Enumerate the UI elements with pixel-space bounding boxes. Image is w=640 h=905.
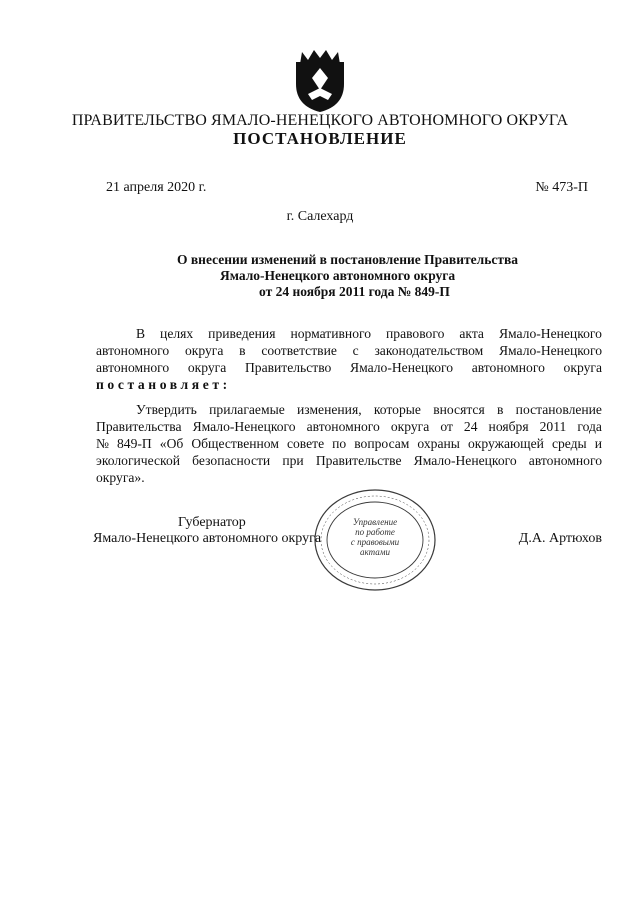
word: 2011 [539, 419, 567, 434]
word: Ямало-Ненецкого [498, 326, 602, 341]
word: нормативного [290, 326, 372, 341]
word: № [96, 436, 109, 451]
government-name: ПРАВИТЕЛЬСТВО ЯМАЛО-НЕНЕЦКОГО АВТОНОМНОГО ОКРУГА [71, 112, 569, 129]
word: окружающей [467, 436, 544, 451]
word: Общественном [191, 436, 279, 451]
word: правового [386, 326, 445, 341]
justified-line [96, 418, 602, 435]
word: целях [160, 326, 194, 341]
title-line-1: О внесении изменений в постановление Правительства [177, 252, 518, 267]
word: с [352, 343, 359, 358]
title-line-2: Ямало-Ненецкого автономного округа [220, 268, 456, 283]
word: округа [187, 360, 227, 375]
word: при [282, 453, 304, 468]
word: Правительство [244, 360, 332, 375]
word: 849-П [117, 436, 152, 451]
word: в [239, 343, 246, 358]
word: округа [390, 419, 430, 434]
word: округа [563, 360, 602, 375]
coat-of-arms-icon [288, 44, 352, 114]
word: прилагаемые [209, 402, 285, 417]
document-date: 21 апреля 2020 г. [106, 180, 207, 195]
justified-line [96, 469, 602, 486]
word: ноября [488, 419, 529, 434]
word: Утвердить [136, 402, 197, 417]
word: по [332, 436, 347, 451]
document-city: г. Салехард [286, 209, 354, 224]
word: автономного [96, 343, 170, 358]
word: Ямало-Ненецкого [350, 360, 454, 375]
final-word: округа». [96, 470, 145, 485]
word: соответствие [261, 343, 337, 358]
paragraph-preamble [96, 325, 602, 393]
word: округа [184, 343, 224, 358]
signatory-organization: Ямало-Ненецкого автономного округа [93, 531, 322, 546]
word: в [496, 402, 504, 417]
word: автономного [471, 360, 545, 375]
word: Ямало-Ненецкого [413, 453, 517, 468]
word: Ямало-Ненецкого [192, 419, 296, 434]
word: Ямало-Ненецкого [498, 343, 602, 358]
word: изменения, [297, 402, 362, 417]
word: автономного [528, 453, 602, 468]
word: вносятся [433, 402, 485, 417]
seal-line: по работе [355, 527, 395, 537]
word: автономного [96, 360, 170, 375]
word: совете [286, 436, 325, 451]
signatory-position: Губернатор [178, 515, 246, 530]
word: приведения [208, 326, 276, 341]
paragraph-operative [96, 401, 602, 486]
seal-line: актами [360, 547, 390, 557]
document-number: № 473-П [535, 180, 588, 195]
word: В [136, 326, 146, 341]
signatory-name: Д.А. Артюхов [518, 531, 602, 546]
justified-line [96, 435, 602, 452]
justified-line [96, 325, 602, 342]
word: акта [459, 326, 484, 341]
word: экологической [96, 453, 181, 468]
word: законодательством [374, 343, 484, 358]
justified-line [96, 342, 602, 359]
word: Правительстве [315, 453, 402, 468]
justified-line [96, 401, 602, 418]
resolves-keyword: постановляет: [96, 377, 231, 392]
word: от [440, 419, 453, 434]
seal-line: с правовыми [350, 537, 400, 547]
word: безопасности [192, 453, 271, 468]
word: вопросам [354, 436, 410, 451]
justified-line [96, 376, 602, 393]
word: которые [373, 402, 421, 417]
seal-line: Управление [352, 517, 398, 527]
word: среды [551, 436, 587, 451]
word: автономного [306, 419, 380, 434]
document-type: ПОСТАНОВЛЕНИЕ [233, 129, 407, 148]
word: года [577, 419, 602, 434]
word: 24 [463, 419, 478, 434]
justified-line [96, 452, 602, 469]
official-seal [312, 487, 438, 593]
justified-line [96, 359, 602, 376]
word: охраны [417, 436, 460, 451]
word: «Об [159, 436, 184, 451]
title-line-3: от 24 ноября 2011 года № 849-П [259, 284, 450, 299]
word: и [594, 436, 602, 451]
word: Правительства [96, 419, 182, 434]
word: постановление [515, 402, 602, 417]
